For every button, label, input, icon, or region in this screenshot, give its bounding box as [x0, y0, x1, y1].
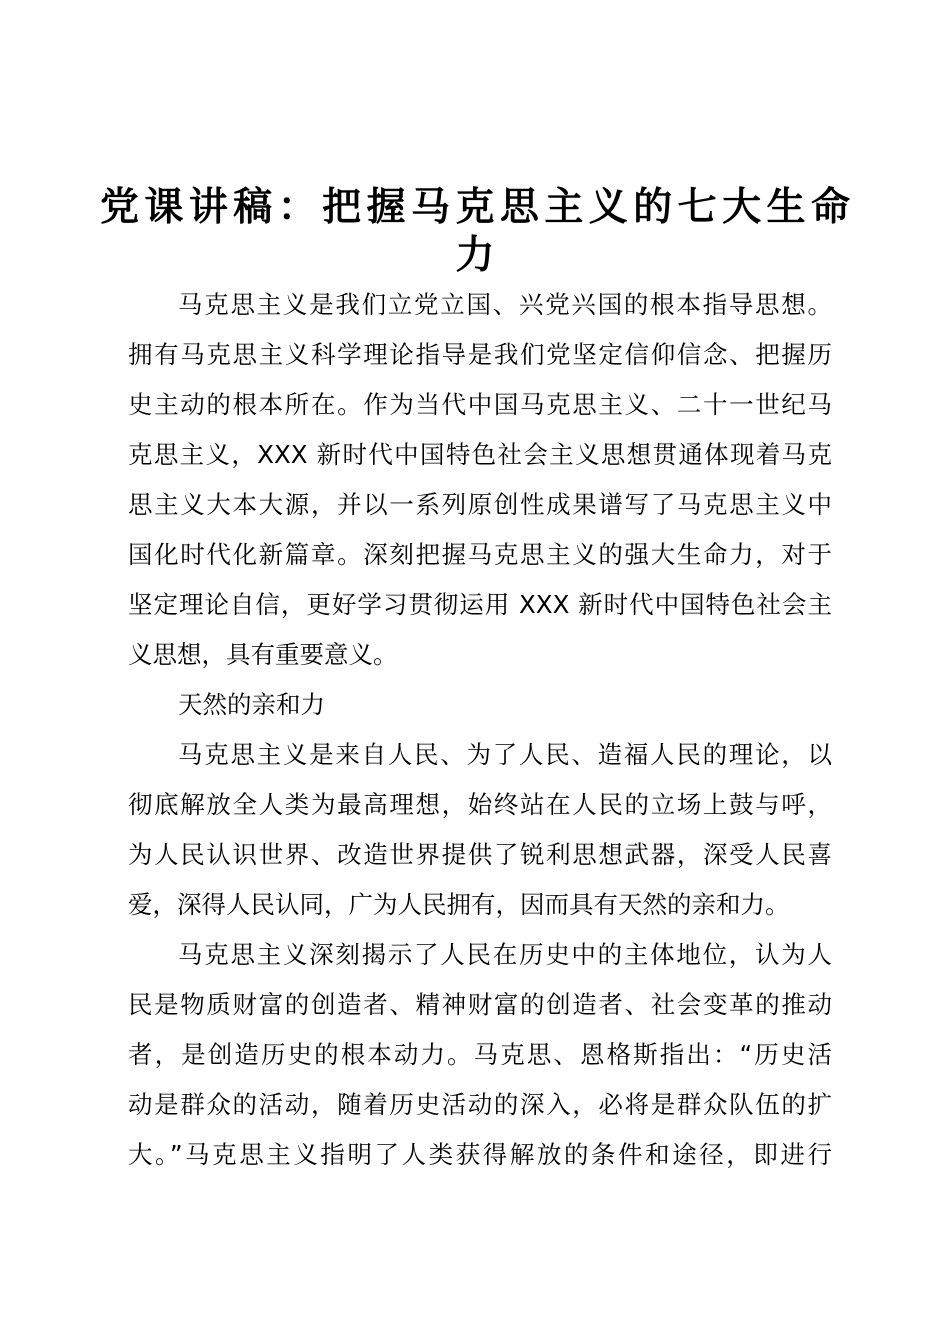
paragraph	[128, 730, 832, 930]
paragraph	[128, 280, 832, 680]
text-line: 动是群众的活动，随着历史活动的深入，必将是群众队伍的扩	[128, 1090, 832, 1119]
text-line: 为人民认识世界、改造世界提供了锐利思想武器，深受人民喜	[128, 840, 832, 869]
text-line: 国化时代化新篇章。深刻把握马克思主义的强大生命力，对于	[128, 540, 832, 569]
text-line: 克思主义，XXX 新时代中国特色社会主义思想贯通体现着马克	[128, 440, 832, 469]
text-line: 思主义大本大源，并以一系列原创性成果谱写了马克思主义中	[128, 490, 832, 519]
paragraph	[128, 930, 832, 1180]
text-line: 坚定理论自信，更好学习贯彻运用 XXX 新时代中国特色社会主	[128, 590, 832, 619]
text-line: 马克思主义深刻揭示了人民在历史中的主体地位，认为人	[178, 940, 832, 969]
text-line: 大。”马克思主义指明了人类获得解放的条件和途径，即进行	[128, 1140, 832, 1169]
text-line: 天然的亲和力	[178, 690, 325, 719]
text-line: 民是物质财富的创造者、精神财富的创造者、社会变革的推动	[128, 990, 832, 1019]
text-line: 史主动的根本所在。作为当代中国马克思主义、二十一世纪马	[128, 390, 832, 419]
text-line: 马克思主义是我们立党立国、兴党兴国的根本指导思想。	[178, 290, 832, 319]
text-line: 爱，深得人民认同，广为人民拥有，因而具有天然的亲和力。	[128, 890, 790, 919]
text-line: 马克思主义是来自人民、为了人民、造福人民的理论，以	[178, 740, 832, 769]
title-line-2: 力	[455, 233, 495, 278]
text-line: 彻底解放全人类为最高理想，始终站在人民的立场上鼓与呼，	[128, 790, 832, 819]
text-line: 者，是创造历史的根本动力。马克思、恩格斯指出：“历史活	[128, 1040, 832, 1069]
document-body	[128, 280, 832, 1180]
text-line: 拥有马克思主义科学理论指导是我们党坚定信仰信念、把握历	[128, 340, 832, 369]
section-heading	[128, 680, 832, 730]
document-title	[100, 184, 850, 280]
title-line-1: 党课讲稿：把握马克思主义的七大生命	[100, 185, 850, 230]
text-line: 义思想，具有重要意义。	[128, 640, 398, 669]
